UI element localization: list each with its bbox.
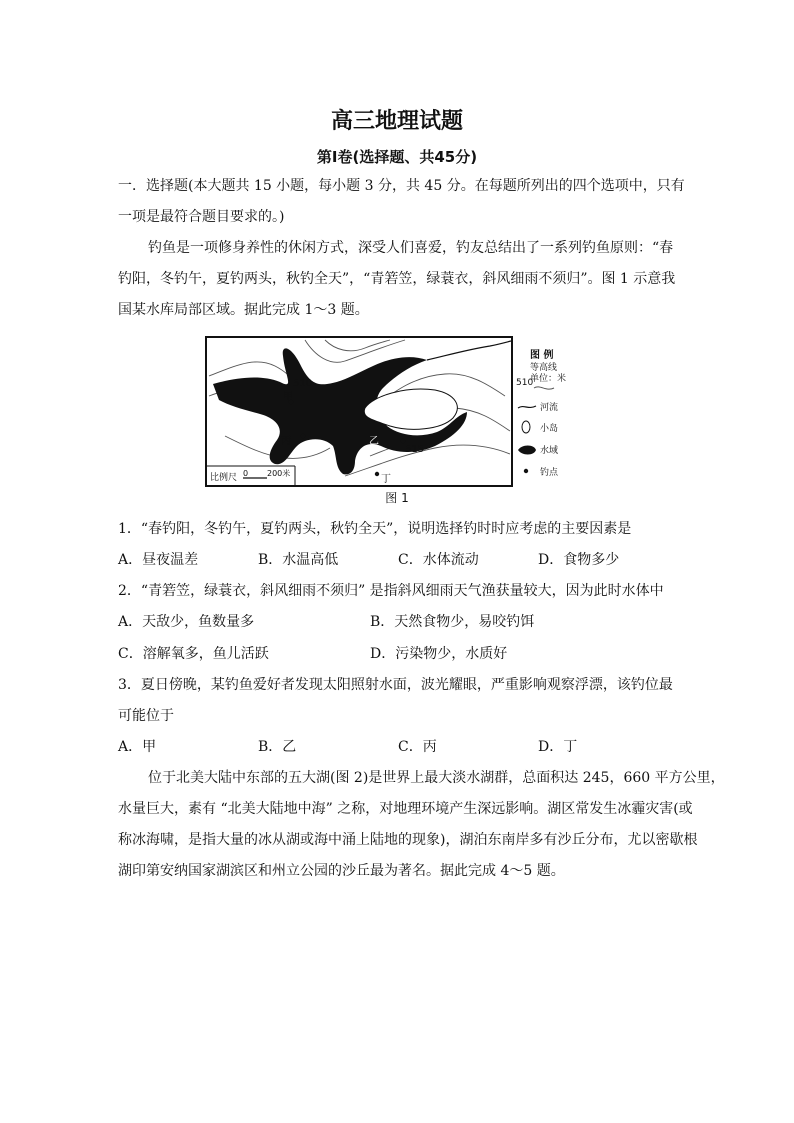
map-legend	[516, 348, 600, 480]
question3-option-d: D．丁	[538, 739, 578, 755]
passage2-line: 称冰海啸，是指大量的冰从湖或海中涌上陆地的现象)，湖泊东南岸多有沙丘分布，尤以密歇根	[118, 832, 698, 848]
legend-title: 图 例	[530, 350, 554, 361]
question1-option-c: C．水体流动	[398, 552, 479, 568]
question3-option-a: A．甲	[118, 739, 157, 755]
passage1-line: 钓鱼是一项修身养性的休闲方式，深受人们喜爱，钓友总结出了一系列钓鱼原则：“春	[148, 240, 674, 256]
question3-option-c: C．丙	[398, 739, 437, 755]
question2-option-d: D．污染物少，水质好	[370, 646, 508, 662]
place-label-yi: 乙	[369, 436, 379, 447]
legend-contour-unit: 单位：米	[530, 374, 567, 384]
question1-option-b: B．水温高低	[258, 552, 339, 568]
question2-option-b: B．天然食物少，易咬钓饵	[370, 614, 535, 630]
question1-option-d: D．食物多少	[538, 552, 620, 568]
passage1-line: 国某水库局部区域。据此完成 1～3 题。	[118, 302, 369, 318]
svg-text:0: 0	[243, 469, 249, 478]
page-title: 高三地理试题	[330, 109, 463, 134]
figure1-caption: 图 1	[385, 491, 409, 505]
fishing-spot-bing	[301, 434, 305, 438]
fishing-spot-ding	[375, 472, 379, 476]
legend-river-symbol	[518, 406, 536, 408]
place-label-jia: 甲	[283, 392, 293, 403]
reservoir-map-figure	[205, 336, 515, 488]
question2-option-c: C．溶解氧多，鱼儿活跃	[118, 646, 269, 662]
question1-option-a: A．昼夜温差	[118, 552, 199, 568]
section-subtitle: 第Ⅰ卷(选择题、共45分)	[316, 148, 478, 166]
question2-option-a: A．天敌少，鱼数量多	[118, 614, 255, 630]
legend-water-symbol	[518, 446, 536, 455]
passage1-line: 钓阳，冬钓午，夏钓两头，秋钓全天”，“青箬笠，绿蓑衣，斜风细雨不须归”。图 1 示意我	[118, 271, 676, 287]
legend-contour-symbol	[534, 387, 554, 389]
legend-island-symbol	[522, 421, 530, 433]
question3-option-b: B．乙	[258, 739, 297, 755]
passage2-line: 水量巨大，素有 “北美大陆地中海” 之称，对地理环境产生深远影响。湖区常发生冰霾灾害(或	[118, 801, 693, 817]
legend-water: 水域	[540, 446, 559, 456]
place-label-ding: 丁	[381, 474, 391, 485]
contour-label-510: 510	[293, 378, 313, 389]
question-stem: 2．“青箬笠，绿蓑衣，斜风细雨不须归” 是指斜风细雨天气渔获量较大，因为此时水体中	[118, 583, 664, 599]
question-stem: 1．“春钓阳，冬钓午，夏钓两头，秋钓全天”，说明选择钓时时应考虑的主要因素是	[118, 521, 632, 537]
section-intro-line: 一项是最符合题目要求的。)	[118, 209, 285, 225]
question-stem-continued: 可能位于	[118, 708, 174, 724]
legend-contour-name: 等高线	[530, 363, 558, 373]
passage2-line: 湖印第安纳国家湖滨区和州立公园的沙丘最为著名。据此完成 4～5 题。	[118, 863, 565, 879]
passage2-line: 位于北美大陆中东部的五大湖(图 2)是世界上最大淡水湖群，总面积达 245，660 平方公里，	[148, 770, 725, 786]
question-stem: 3．夏日傍晚，某钓鱼爱好者发现太阳照射水面，波光耀眼，严重影响观察浮漂，该钓位最	[118, 677, 673, 693]
scale-value: 200米	[267, 469, 291, 478]
place-label-bing: 丙	[281, 436, 291, 447]
legend-fishing-spot-symbol	[524, 469, 528, 473]
scale-label: 比例尺	[210, 473, 238, 483]
legend-fishing-spot: 钓点	[540, 468, 559, 478]
legend-island: 小岛	[540, 424, 559, 434]
fishing-spot-yi	[401, 439, 405, 443]
contour-label-515: 515	[405, 444, 425, 455]
legend-river: 河流	[540, 403, 559, 413]
legend-contour-value: 510	[516, 378, 534, 388]
section-intro-line: 一．选择题(本大题共 15 小题，每小题 3 分，共 45 分。在每题所列出的四个选项中，只有	[118, 178, 685, 194]
